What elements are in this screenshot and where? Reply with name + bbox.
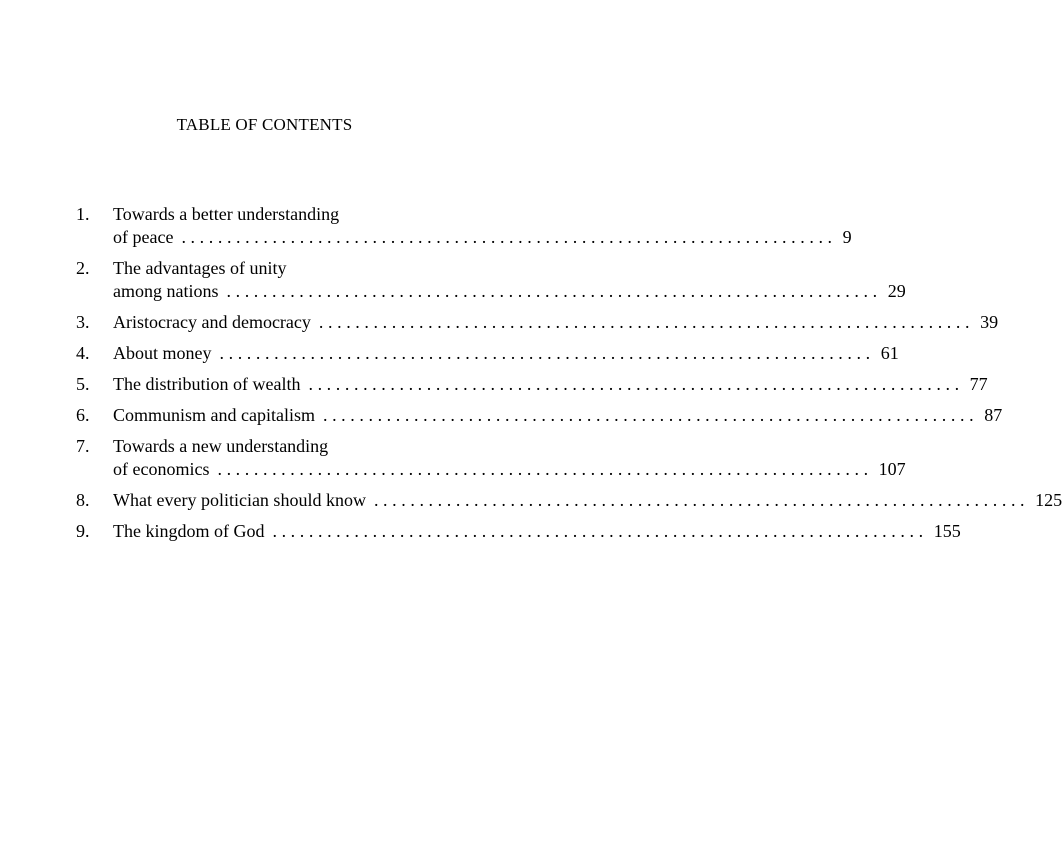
entry-page-number: 77 bbox=[969, 374, 988, 394]
toc-entry bbox=[76, 404, 1003, 427]
toc-list bbox=[76, 203, 1062, 551]
dot-leader: ........................................................................ bbox=[322, 405, 979, 425]
toc-entry bbox=[76, 435, 906, 481]
entry-page-number: 61 bbox=[880, 343, 899, 363]
dot-leader: ........................................................................ bbox=[226, 281, 882, 301]
entry-number: 1. bbox=[76, 204, 90, 224]
toc-entry bbox=[76, 520, 961, 543]
entry-title-line1: Towards a better understanding bbox=[113, 204, 340, 224]
entry-title-line1: The advantages of unity bbox=[113, 258, 287, 278]
toc-entry bbox=[76, 311, 999, 334]
entry-number: 4. bbox=[76, 343, 90, 363]
dot-leader: ........................................................................ bbox=[318, 312, 975, 332]
entry-page-number: 155 bbox=[933, 521, 961, 541]
entry-number: 2. bbox=[76, 258, 90, 278]
entry-title: The distribution of wealth bbox=[113, 374, 301, 394]
entry-number: 6. bbox=[76, 405, 90, 425]
entry-title-line2: of economics bbox=[113, 459, 210, 479]
entry-title: About money bbox=[113, 343, 212, 363]
dot-leader: ........................................................................ bbox=[308, 374, 964, 394]
entry-page-number: 29 bbox=[887, 281, 906, 301]
entry-title: The kingdom of God bbox=[113, 521, 265, 541]
entry-page-number: 87 bbox=[984, 405, 1003, 425]
dot-leader: ........................................................................ bbox=[219, 343, 875, 363]
entry-page-number: 39 bbox=[980, 312, 999, 332]
entry-page-number: 107 bbox=[878, 459, 906, 479]
dot-leader: ........................................................................ bbox=[181, 227, 837, 247]
entry-title: Aristocracy and democracy bbox=[113, 312, 311, 332]
toc-heading: TABLE OF CONTENTS bbox=[176, 115, 353, 134]
entry-title-line1: Towards a new understanding bbox=[113, 436, 329, 456]
entry-title-line2: among nations bbox=[113, 281, 219, 301]
entry-title: What every politician should know bbox=[113, 490, 366, 510]
toc-entry bbox=[76, 373, 988, 396]
dot-leader: ........................................................................ bbox=[217, 459, 873, 479]
toc-entry bbox=[76, 342, 899, 365]
entry-number: 9. bbox=[76, 521, 90, 541]
entry-page-number: 125 bbox=[1035, 490, 1062, 510]
entry-title: Communism and capitalism bbox=[113, 405, 315, 425]
entry-number: 8. bbox=[76, 490, 90, 510]
toc-entry bbox=[76, 257, 906, 303]
dot-leader: ........................................................................ bbox=[373, 490, 1030, 510]
entry-title-line2: of peace bbox=[113, 227, 174, 247]
toc-entry bbox=[76, 203, 852, 249]
dot-leader: ........................................................................ bbox=[272, 521, 928, 541]
entry-number: 3. bbox=[76, 312, 90, 332]
entry-number: 7. bbox=[76, 436, 90, 456]
toc-entry bbox=[76, 489, 1062, 512]
entry-page-number: 9 bbox=[842, 227, 852, 247]
entry-number: 5. bbox=[76, 374, 90, 394]
